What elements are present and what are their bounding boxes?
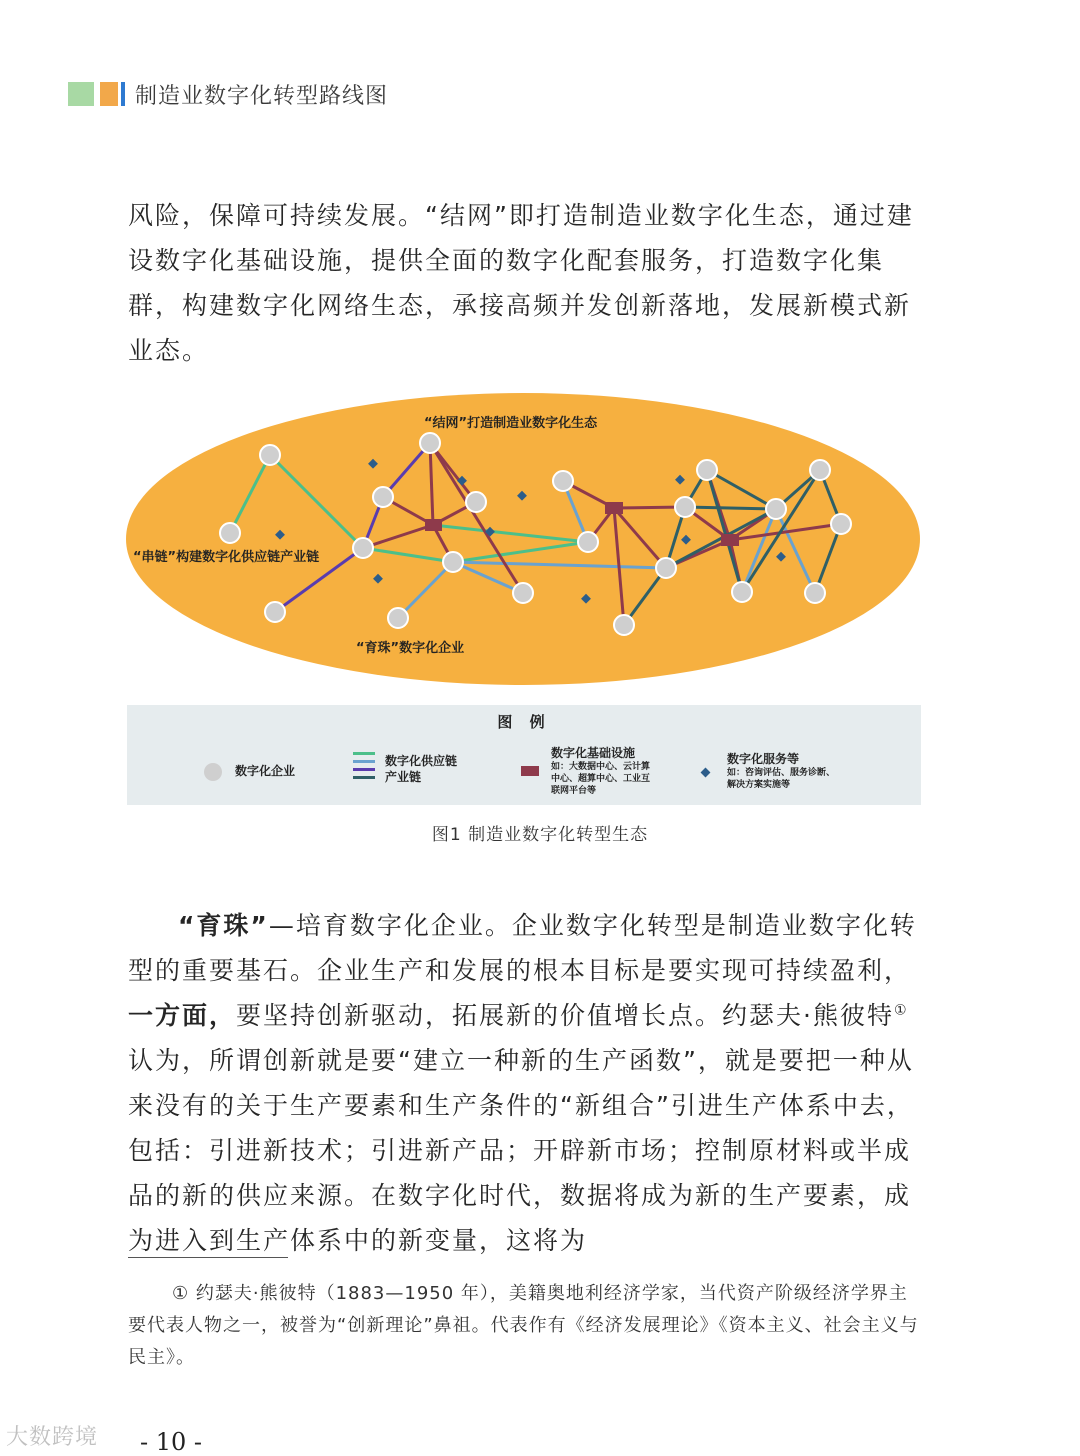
legend-service-label — [727, 751, 835, 791]
legend-chain-line1: 数字化供应链 — [385, 754, 458, 768]
paragraph-1: 风险，保障可持续发展。“结网”即打造制造业数字化生态，通过建设数字化基础设施，提供全面的数字化配套服务，打造数字化集群，构建数字化网络生态，承接高频并发创新落地，发展新模式新业态。 — [128, 201, 914, 365]
figure-ecosystem — [0, 380, 1080, 704]
legend-chain-line2: 产业链 — [385, 770, 422, 784]
header-orange-block — [100, 82, 118, 106]
legend-service-diamond — [701, 768, 711, 778]
emphasis-yifangmian: 一方面， — [128, 1001, 237, 1030]
para2-part3: 认为，所谓创新就是要“建立一种新的生产函数”，就是要把一种从来没有的关于生产要素和生产条件的“新组合”引进生产体系中去，包括：引进新技术；引进新产品；开辟新市场；控制原材料或半成品的新的供应来源。在数字化时代，数据将成为新的生产要素，成为进入到生产体系中的新变量，这将为 — [128, 1046, 914, 1255]
ecosystem-ellipse — [126, 393, 920, 685]
legend-chain-lines — [353, 752, 375, 784]
footnote: ① 约瑟夫·熊彼特（1883—1950 年），美籍奥地利经济学家，当代资产阶级经济学界主要代表人物之一，被誉为“创新理论”鼻祖。代表作有《经济发展理论》《资本主义、社会主义与民主》。 — [128, 1283, 919, 1368]
legend-service-line1: 如：咨询评估、服务诊断、 — [727, 768, 836, 778]
footnote-marker[interactable]: ① — [893, 1002, 909, 1019]
legend-infra-line2: 中心、超算中心、工业互 — [551, 774, 651, 784]
legend-infrastructure-swatch — [521, 766, 539, 776]
running-header — [68, 80, 388, 108]
paragraph-2 — [128, 903, 928, 1263]
para2-part1: —培育数字化企业。企业数字化转型是制造业数字化转型的重要基石。企业生产和发展的根本目标是要实现可持续盈利， — [128, 911, 917, 985]
legend-service-line2: 解决方案实施等 — [727, 780, 791, 790]
figure-caption: 图1 制造业数字化转型生态 — [431, 825, 649, 845]
infrastructure-node — [721, 534, 739, 546]
header-title: 制造业数字化转型路线图 — [135, 83, 389, 109]
figure-legend — [127, 705, 921, 805]
legend-infrastructure-label — [551, 745, 650, 797]
legend-enterprise-label: 数字化企业 — [235, 764, 296, 778]
label-yuzhu: “育珠”数字化企业 — [356, 641, 465, 656]
legend-title: 图 例 — [497, 713, 551, 731]
page-number: - 10 - — [140, 1428, 203, 1456]
header-green-block — [68, 82, 94, 106]
footnote-divider — [128, 1257, 288, 1258]
header-blue-bar — [121, 82, 125, 106]
legend-enterprise-dot — [204, 763, 222, 781]
legend-infra-line3: 联网平台等 — [551, 786, 597, 796]
label-chuanlian: “串链”构建数字化供应链产业链 — [133, 550, 320, 565]
infrastructure-node — [425, 519, 442, 531]
infrastructure-node — [605, 502, 623, 514]
para2-part2: 要坚持创新驱动，拓展新的价值增长点。约瑟夫·熊彼特 — [236, 1001, 894, 1030]
legend-infra-line1: 如：大数据中心、云计算 — [551, 762, 651, 772]
legend-service-title: 数字化服务等 — [727, 752, 800, 766]
watermark: 大数跨境 — [6, 1425, 99, 1450]
ecosystem-diagram — [0, 380, 1080, 700]
label-jiewang: “结网”打造制造业数字化生态 — [424, 416, 598, 431]
lead-term: “育珠” — [178, 911, 269, 940]
legend-chain-label — [385, 753, 457, 785]
legend-infra-title: 数字化基础设施 — [551, 746, 636, 760]
